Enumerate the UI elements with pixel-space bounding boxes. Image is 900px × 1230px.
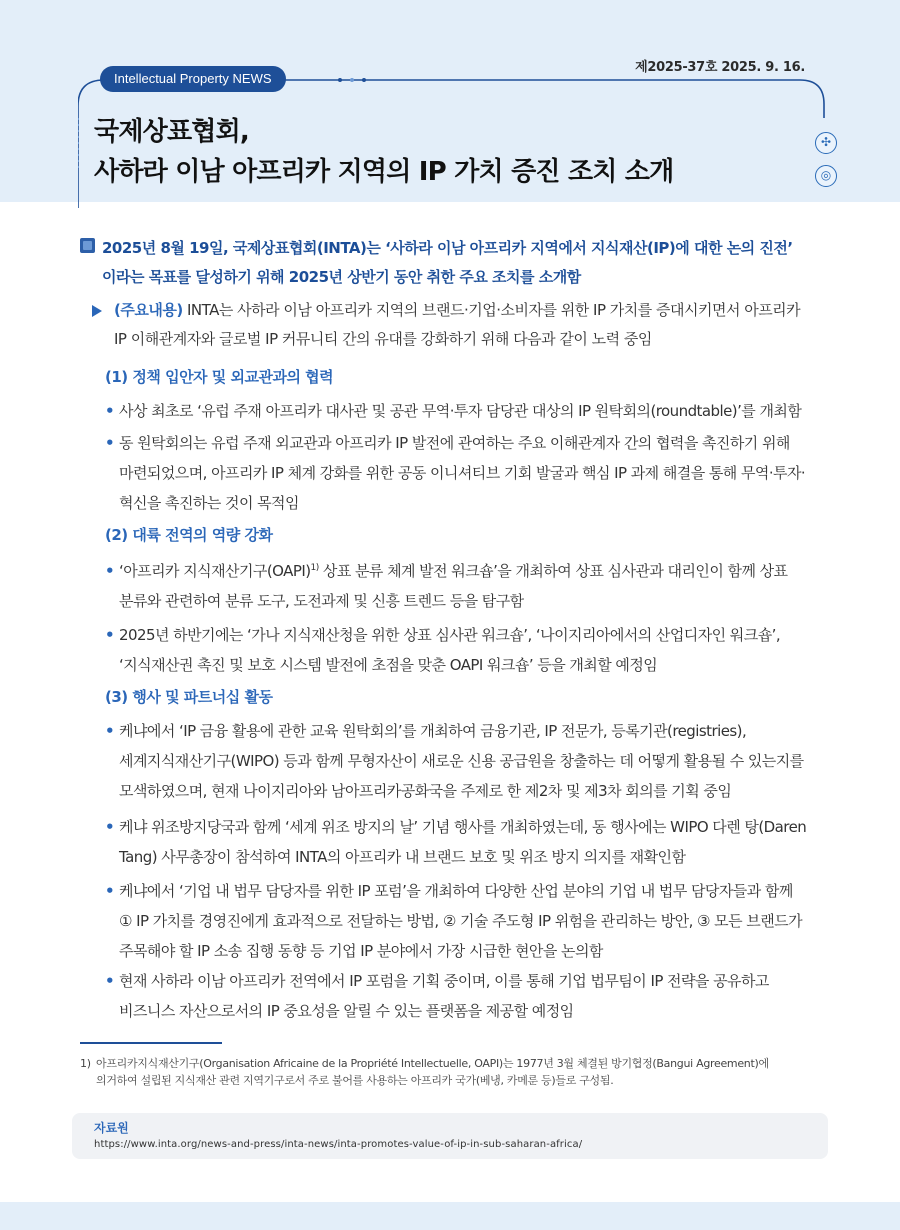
bullet-line: ‘아프리카 지식재산기구(OAPI) [119,562,311,580]
main-point-line-1: INTA는 사하라 이남 아프리카 지역의 브랜드·기업·소비자를 위한 IP 가치를 증대시키면서 아프리카 [182,301,801,319]
bullet-dot-icon: • [105,818,115,836]
bullet-line: 비즈니스 자산으로서의 IP 중요성을 알릴 수 있는 플랫폼을 제공할 예정임 [119,1002,574,1020]
bullet-line: 혁신을 촉진하는 것이 목적임 [119,494,299,512]
source-url-link[interactable]: https://www.inta.org/news-and-press/inta-news/inta-promotes-value-of-ip-in-sub-saharan-africa/ [94,1139,583,1150]
bullet-line: 모색하였으며, 현재 나이지리아와 남아프리카공화국을 주제로 한 제2차 및 제3차 회의를 기획 중임 [119,782,732,800]
globe-icon: ◎ [815,165,837,187]
bullet-line: ① IP 가치를 경영진에게 효과적으로 전달하는 방법, ② 기술 주도형 IP 위험을 관리하는 방안, ③ 모든 브랜드가 [119,912,803,930]
main-point-tag: (주요내용) [114,301,183,319]
section-heading: (1) 정책 입안자 및 외교관과의 협력 [105,368,334,386]
footnote-line-2: 의거하여 설립된 지식재산 관련 지역기구로서 주로 불어를 사용하는 아프리카 국가(베냉, 카메룬 등)들로 구성됨. [96,1074,614,1087]
footnote-marker: 1) [310,563,319,573]
bullet-dot-icon: • [105,972,115,990]
main-point [92,296,832,354]
bullet-line: 사상 최초로 ‘유럽 주재 아프리카 대사관 및 공관 무역·투자 담당관 대상의 IP 원탁회의(roundtable)’를 개최함 [119,402,802,420]
source-label: 자료원 [94,1121,129,1135]
bullet-line: 동 원탁회의는 유럽 주재 외교관과 아프리카 IP 발전에 관여하는 주요 이해관계자 간의 협력을 촉진하기 위해 [119,434,790,452]
triangle-bullet-icon [92,305,102,317]
bullet-line: Tang) 사무총장이 참석하여 INTA의 아프리카 내 브랜드 보호 및 위조 방지 의지를 재확인함 [119,848,686,866]
bullet-line: 2025년 하반기에는 ‘가나 지식재산청을 위한 상표 심사관 워크숍’, ‘나이지리아에서의 산업디자인 워크숍’, [119,626,781,644]
list-item [105,716,830,806]
list-item [105,428,830,518]
source-box [72,1113,828,1159]
bullet-dot-icon: • [105,722,115,740]
bullet-line: 현재 사하라 이남 아프리카 전역에서 IP 포럼을 기획 중이며, 이를 통해 기업 법무팀이 IP 전략을 공유하고 [119,972,769,990]
bullet-dot-icon: • [105,882,115,900]
footnote-divider [80,1042,222,1044]
list-item [105,876,830,966]
title-line-2: 사하라 이남 아프리카 지역의 IP 가치 증진 조치 소개 [94,157,674,187]
bullet-line: 마련되었으며, 아프리카 IP 체계 강화를 위한 공동 이니셔티브 기회 발굴과 핵심 IP 과제 해결을 통해 무역·투자· [119,464,806,482]
section-heading: (2) 대륙 전역의 역량 강화 [105,526,273,544]
main-point-line-2: IP 이해관계자와 글로벌 IP 커뮤니티 간의 유대를 강화하기 위해 다음과 같이 노력 중임 [114,330,652,348]
lead-line-2: 이라는 목표를 달성하기 위해 2025년 상반기 동안 취한 주요 조치를 소개함 [102,268,581,286]
list-item [105,620,830,680]
bullet-dot-icon: • [105,626,115,644]
bullet-dot-icon: • [105,434,115,452]
bullet-line: 분류와 관련하여 분류 도구, 도전과제 및 신흥 트렌드 등을 탐구함 [119,592,524,610]
bullet-line: 케냐 위조방지당국과 함께 ‘세계 위조 방지의 날’ 기념 행사를 개최하였는데, 동 행사에는 WIPO 다렌 탕(Daren [119,818,807,836]
bullet-dot-icon: • [105,562,115,580]
list-item [105,556,830,616]
bullet-line: 케냐에서 ‘IP 금융 활용에 관한 교육 원탁회의’를 개최하여 금융기관, IP 전문가, 등록기관(registries), [119,722,747,740]
bullet-line: 케냐에서 ‘기업 내 법무 담당자를 위한 IP 포럼’을 개최하여 다양한 산업 분야의 기업 내 법무 담당자들과 함께 [119,882,793,900]
newsletter-name-badge: Intellectual Property NEWS [100,66,286,92]
bullet-line: 세계지식재산기구(WIPO) 등과 함께 무형자산이 새로운 신용 공급원을 창출하는 데 어떻게 활용될 수 있는지를 [119,752,804,770]
footnote [80,1055,836,1089]
bullet-line: 주목해야 할 IP 소송 집행 동향 등 기업 IP 분야에서 가장 시급한 현안을 논의함 [119,942,603,960]
list-item [105,966,830,1026]
title-line-1: 국제상표협회, [94,117,249,147]
footer-band [0,1202,900,1230]
bullet-dot-icon: • [105,402,115,420]
section-heading: (3) 행사 및 파트너십 활동 [105,688,273,706]
list-item [105,396,830,426]
cube-icon [80,238,95,253]
list-item [105,812,830,872]
lead-line-1: 2025년 8월 19일, 국제상표협회(INTA)는 ‘사하라 이남 아프리카 지역에서 지식재산(IP)에 대한 논의 진전’ [102,239,793,257]
issue-number-date: 제2025-37호 2025. 9. 16. [635,60,805,75]
network-icon: ✣ [815,132,837,154]
lead-summary [80,234,850,292]
page-title [94,112,673,192]
bullet-line: 상표 분류 체계 발전 워크숍’을 개최하여 상표 심사관과 대리인이 함께 상표 [318,562,788,580]
footnote-line-1: 아프리카지식재산기구(Organisation Africaine de la Propriété Intellectuelle, OAPI)는 1977년 3월 체결된 방기협정(Bangui Agreement)에 [96,1057,769,1070]
bullet-line: ‘지식재산권 촉진 및 보호 시스템 발전에 초점을 맞춘 OAPI 워크숍’ 등을 개최할 예정임 [119,656,658,674]
footnote-number: 1) [80,1057,91,1070]
